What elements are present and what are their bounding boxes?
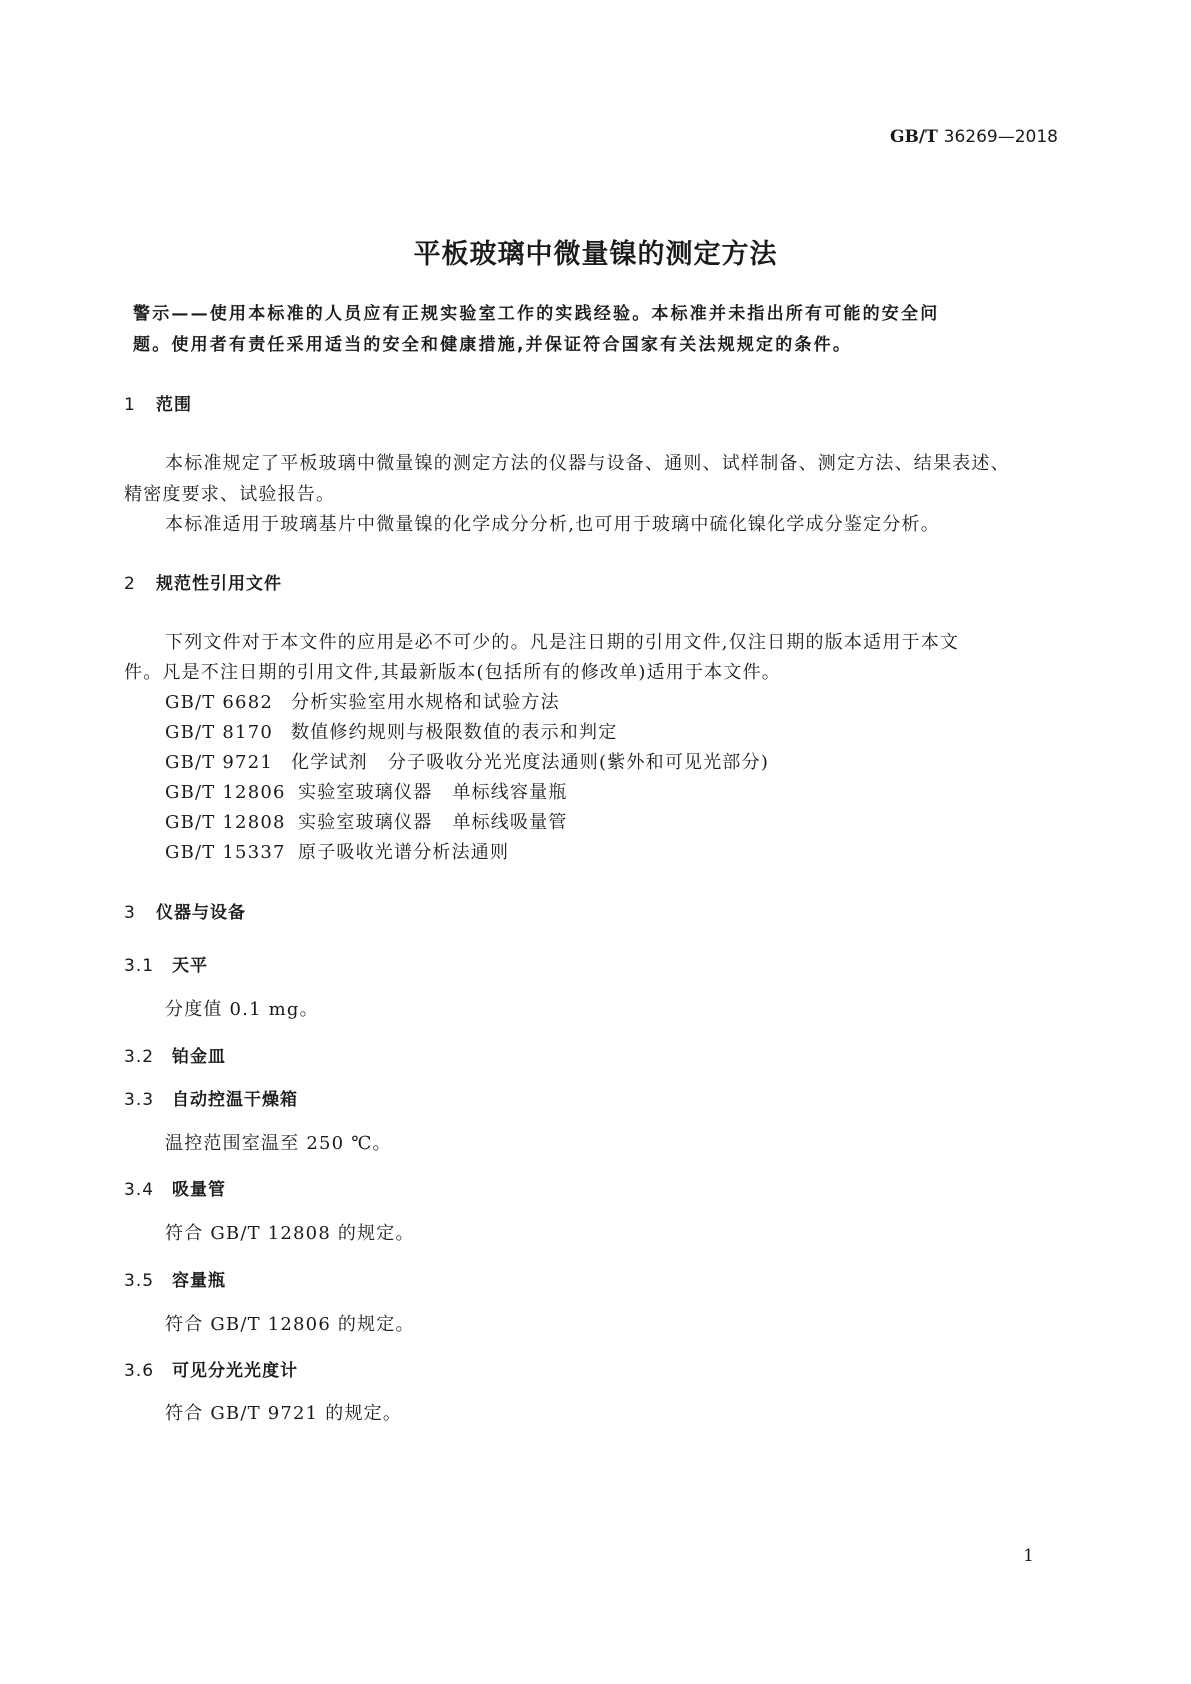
subsection-3-4-heading (124, 1175, 226, 1200)
subsection-title: 吸量管 (172, 1180, 226, 1200)
subsection-title: 铂金皿 (172, 1047, 226, 1067)
standard-number: 36269—2018 (943, 127, 1058, 147)
s2-intro-line1: 下列文件对于本文件的应用是必不可少的。凡是注日期的引用文件,仅注日期的版本适用于本文 (165, 632, 960, 653)
section-title: 范围 (156, 395, 192, 415)
reference-code: GB/T 9721 (165, 752, 274, 773)
subsection-number: 3.5 (124, 1271, 155, 1291)
reference-title: 化学试剂 (291, 752, 368, 773)
reference-code: GB/T 15337 (165, 842, 286, 863)
subsection-3-4-text: 符合 GB/T 12808 的规定。 (165, 1223, 415, 1244)
subsection-title: 天平 (172, 956, 208, 976)
subsection-title: 容量瓶 (172, 1271, 226, 1291)
standard-code (890, 127, 1058, 147)
standard-prefix: GB/T (889, 127, 938, 147)
section-title: 规范性引用文件 (156, 574, 282, 594)
section-title: 仪器与设备 (156, 903, 246, 923)
subsection-number: 3.2 (124, 1047, 155, 1067)
subsection-3-3-text: 温控范围室温至 250 ℃。 (165, 1133, 392, 1154)
reference-title: 原子吸收光谱分析法通则 (298, 842, 510, 863)
reference-title: 实验室玻璃仪器 (298, 812, 433, 833)
subsection-number: 3.1 (124, 956, 155, 976)
reference-subtitle: 单标线容量瓶 (452, 782, 568, 803)
reference-item (165, 838, 509, 864)
section-2-heading (124, 569, 282, 594)
subsection-3-2-heading (124, 1042, 226, 1067)
reference-subtitle: 单标线吸量管 (452, 812, 568, 833)
reference-title: 分析实验室用水规格和试验方法 (291, 692, 560, 713)
reference-item (165, 808, 568, 834)
reference-item (165, 748, 769, 774)
reference-code: GB/T 12808 (165, 812, 286, 833)
section-1-heading (124, 390, 192, 415)
subsection-3-5-heading (124, 1266, 226, 1291)
reference-code: GB/T 8170 (165, 722, 274, 743)
page-number: 1 (1023, 1546, 1034, 1566)
subsection-title: 可见分光光度计 (172, 1361, 298, 1381)
subsection-3-5-text: 符合 GB/T 12806 的规定。 (165, 1314, 415, 1335)
warning-line-2: 题。使用者有责任采用适当的安全和健康措施,并保证符合国家有关法规规定的条件。 (133, 335, 853, 355)
section-number: 3 (124, 903, 136, 923)
reference-title: 实验室玻璃仪器 (298, 782, 433, 803)
reference-item (165, 778, 568, 804)
subsection-3-6-text: 符合 GB/T 9721 的规定。 (165, 1403, 403, 1424)
document-title: 平板玻璃中微量镍的测定方法 (413, 239, 778, 270)
reference-subtitle: 分子吸收分光光度法通则(紫外和可见光部分) (387, 752, 770, 773)
subsection-3-1-text: 分度值 0.1 mg。 (165, 999, 319, 1020)
reference-item (165, 718, 617, 744)
s1-para2: 本标准适用于玻璃基片中微量镍的化学成分分析,也可用于玻璃中硫化镍化学成分鉴定分析。 (165, 514, 940, 535)
reference-code: GB/T 12806 (165, 782, 286, 803)
section-3-heading (124, 898, 246, 923)
subsection-title: 自动控温干燥箱 (172, 1090, 298, 1110)
subsection-number: 3.6 (124, 1361, 155, 1381)
section-number: 2 (124, 574, 136, 594)
s1-para1-line2: 精密度要求、试验报告。 (124, 484, 336, 505)
subsection-3-6-heading (124, 1356, 298, 1381)
subsection-3-1-heading (124, 951, 208, 976)
reference-title: 数值修约规则与极限数值的表示和判定 (291, 722, 618, 743)
subsection-number: 3.3 (124, 1090, 155, 1110)
reference-item (165, 688, 560, 714)
warning-line-1: 警示——使用本标准的人员应有正规实验室工作的实践经验。本标准并未指出所有可能的安全问 (133, 304, 940, 324)
subsection-number: 3.4 (124, 1180, 155, 1200)
subsection-3-3-heading (124, 1085, 298, 1110)
section-number: 1 (124, 395, 136, 415)
s2-intro-line2: 件。凡是不注日期的引用文件,其最新版本(包括所有的修改单)适用于本文件。 (124, 662, 781, 683)
reference-code: GB/T 6682 (165, 692, 274, 713)
s1-para1-line1: 本标准规定了平板玻璃中微量镍的测定方法的仪器与设备、通则、试样制备、测定方法、结果表述、 (165, 453, 1010, 474)
